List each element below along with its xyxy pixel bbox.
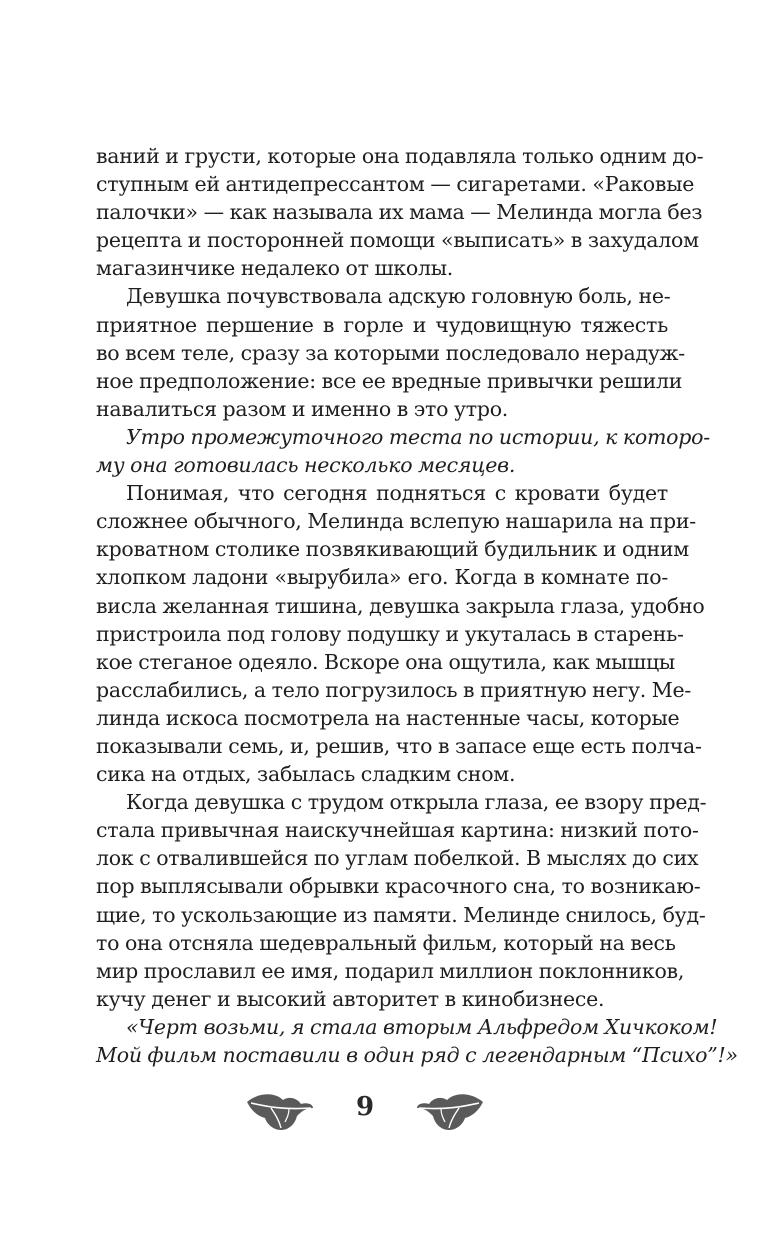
text-line: палочки» — как называла их мама — Мелинда могла без bbox=[96, 200, 703, 225]
text-line: кучу денег и высокий авторитет в кинобизнесе. bbox=[96, 986, 605, 1011]
text-line: рецепта и посторонней помощи «выписать» в захудалом bbox=[96, 228, 699, 253]
text-line: лок с отвалившейся по углам побелкой. В мыслях до сих bbox=[96, 846, 699, 871]
text-line: Понимая, что сегодня подняться с кровати будет bbox=[126, 481, 668, 506]
text-line: Утро промежуточного теста по истории, к которо- bbox=[126, 424, 710, 449]
text-line: во всем теле, сразу за которыми последовало нерадуж- bbox=[96, 340, 685, 365]
text-line: ступным ей антидепрессантом — сигаретами. «Раковые bbox=[96, 172, 695, 197]
text-line: сложнее обычного, Мелинда вслепую нашарила на при- bbox=[96, 509, 696, 534]
leaf-ornament-icon bbox=[415, 1086, 485, 1134]
text-line: висла желанная тишина, девушка закрыла глаза, удобно bbox=[96, 593, 705, 618]
text-line: магазинчике недалеко от школы. bbox=[96, 256, 454, 281]
text-line: пристроила под голову подушку и укуталась в старень- bbox=[96, 621, 684, 646]
text-line: линда искоса посмотрела на настенные часы, которые bbox=[96, 705, 680, 730]
text-line: ваний и грусти, которые она подавляла только одним до- bbox=[96, 144, 704, 168]
text-line: щие, то ускользающие из памяти. Мелинде снилось, буд- bbox=[96, 902, 706, 927]
text-line: кое стеганое одеяло. Вскоре она ощутила, как мышцы bbox=[96, 649, 675, 674]
text-line: пор выплясывали обрывки красочного сна, то возникаю- bbox=[96, 874, 701, 899]
text-line: «Черт возьми, я стала вторым Альфредом Хичкоком! bbox=[126, 1014, 718, 1039]
text-line: хлопком ладони «вырубила» его. Когда в комнате по- bbox=[96, 565, 668, 590]
leaf-ornament-icon bbox=[245, 1086, 315, 1134]
text-line: му она готовилась несколько месяцев. bbox=[96, 453, 516, 478]
text-line: Девушка почувствовала адскую головную боль, не- bbox=[126, 284, 671, 309]
paragraph-5 bbox=[96, 788, 707, 1013]
page-footer bbox=[0, 1086, 768, 1146]
paragraph-4 bbox=[96, 479, 705, 788]
text-line: сика на отдых, забылась сладким сном. bbox=[96, 762, 516, 787]
paragraph-3-italic bbox=[96, 423, 710, 479]
paragraph-2 bbox=[96, 282, 685, 422]
text-line: показывали семь, и, решив, что в запасе еще есть полча- bbox=[96, 733, 702, 758]
text-line: то она отсняла шедевральный фильм, который на весь bbox=[96, 930, 676, 955]
paragraph-6-italic bbox=[96, 1013, 738, 1069]
text-line: кроватном столике позвякивающий будильник и одним bbox=[96, 537, 690, 562]
text-line: стала привычная наискучнейшая картина: низкий пото- bbox=[96, 818, 699, 843]
text-line: мир прославил ее имя, подарил миллион поклонников, bbox=[96, 958, 685, 983]
text-line: приятное першение в горле и чудовищную тяжесть bbox=[96, 312, 668, 337]
text-line: Мой фильм поставили в один ряд с легендарным “Психо”!» bbox=[96, 1043, 738, 1067]
text-line: Когда девушка с трудом открыла глаза, ее взору пред- bbox=[126, 790, 707, 815]
text-line: навалиться разом и именно в это утро. bbox=[96, 396, 509, 421]
text-line: расслабились, а тело погрузилось в приятную негу. Ме- bbox=[96, 677, 692, 702]
page-number: 9 bbox=[355, 1092, 375, 1122]
paragraph-1 bbox=[96, 142, 704, 282]
book-page-text bbox=[96, 142, 738, 1069]
text-line: ное предположение: все ее вредные привычки решили bbox=[96, 368, 683, 393]
